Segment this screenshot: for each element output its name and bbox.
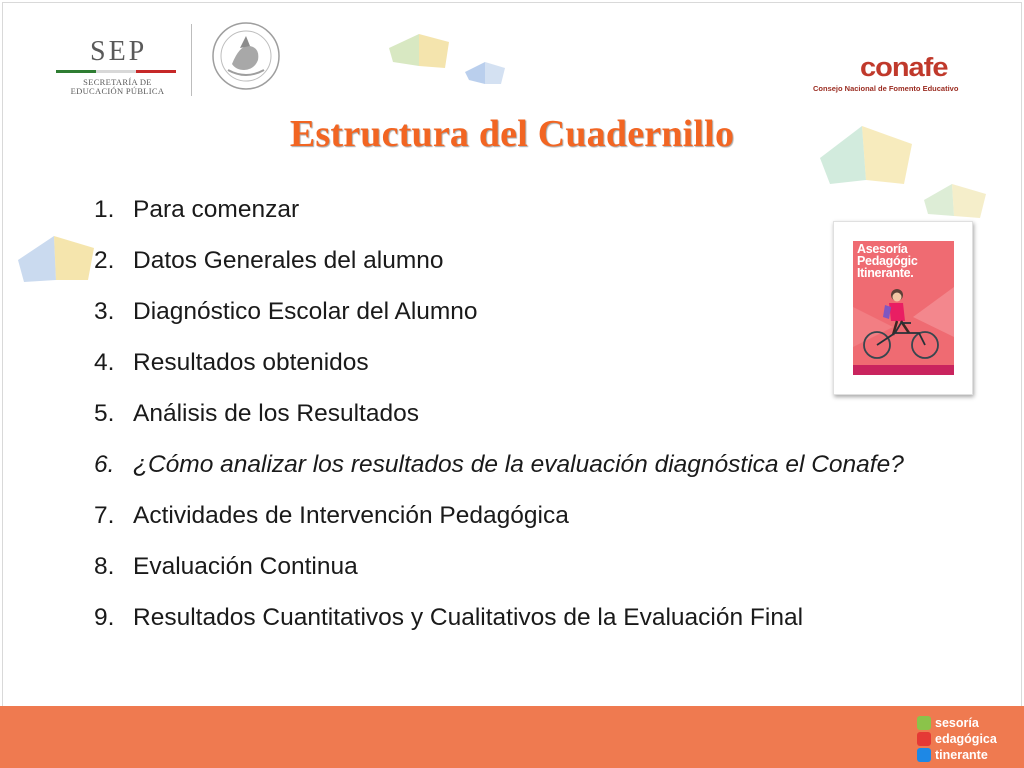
list-item-text: ¿Cómo analizar los resultados de la evaluación diagnóstica el Conafe? [133,451,904,478]
list-item [94,286,934,337]
list-item [94,490,934,541]
booklet-cover [853,241,954,375]
list-item-number: 2. [94,247,115,274]
sep-flag-bars [56,70,176,73]
sep-bar-white [96,70,136,73]
list-item [94,388,934,439]
conafe-wordmark: conafe [860,53,948,83]
list-item-text: Para comenzar [133,196,300,223]
footer-p-mark-icon [917,732,931,746]
list-item-text: Resultados obtenidos [133,349,369,376]
contents-list [94,184,934,643]
list-item [94,235,934,286]
list-item [94,439,914,490]
list-item [94,541,934,592]
list-item-number: 9. [94,604,115,631]
booklet-title-line1: Asesoría [857,242,908,256]
booklet-title-line2: Pedagógic [857,254,918,268]
list-item [94,337,934,388]
list-item-number: 3. [94,298,115,325]
list-item-number: 6. [94,451,115,478]
footer-logo-line2: edagógica [935,732,997,746]
sep-bar-red [136,70,176,73]
sep-subtitle-line2: EDUCACIÓN PÚBLICA [70,86,165,96]
footer-i-mark-icon [917,748,931,762]
list-item-number: 8. [94,553,115,580]
child-on-bicycle-icon [853,277,954,375]
list-item-number: 5. [94,400,115,427]
list-item [94,592,934,643]
list-item-text: Resultados Cuantitativos y Cualitativos de la Evaluación Final [133,604,804,631]
list-item-text: Actividades de Intervención Pedagógica [133,502,569,529]
footer-a-mark-icon [917,716,931,730]
footer-logo-line3: tinerante [935,748,988,762]
flying-book-icon [463,58,507,86]
flying-book-icon [385,28,455,72]
footer-logo-line1: sesoría [935,716,979,730]
booklet-cover-image [833,221,973,395]
footer-band [0,706,1024,768]
booklet-title [857,243,918,279]
list-item-number: 1. [94,196,115,223]
sep-subtitle [50,78,185,96]
sep-bar-green [56,70,96,73]
slide-title: Estructura del Cuadernillo [289,113,735,155]
list-item [94,184,934,235]
list-item-number: 4. [94,349,115,376]
sep-wordmark: SEP [90,36,148,67]
booklet-title-line3: Itinerante. [857,266,914,280]
sep-subtitle-line1: SECRETARÍA DE [83,77,152,87]
list-item-text: Datos Generales del alumno [133,247,444,274]
conafe-subtitle: Consejo Nacional de Fomento Educativo [813,84,959,93]
list-item-text: Diagnóstico Escolar del Alumno [133,298,478,325]
sep-logo [50,36,185,98]
logo-divider [191,24,192,96]
flying-book-icon [14,230,98,286]
list-item-text: Evaluación Continua [133,553,358,580]
list-item-text: Análisis de los Resultados [133,400,419,427]
mexican-coat-of-arms-seal-icon [210,20,282,92]
list-item-number: 7. [94,502,115,529]
